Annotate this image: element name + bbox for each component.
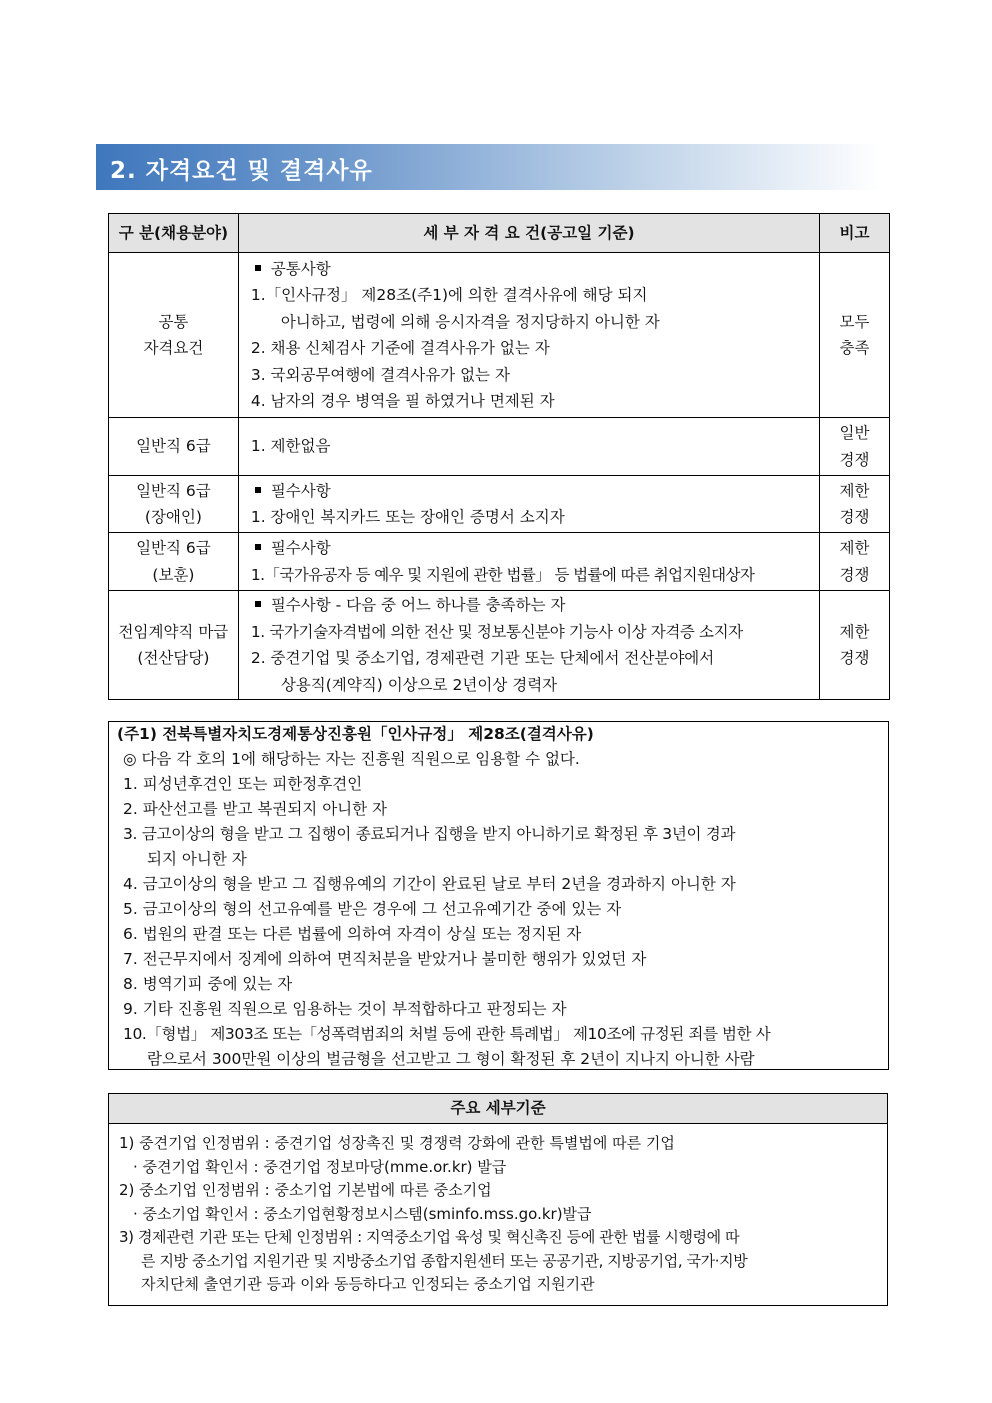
square-bullet-icon bbox=[255, 601, 261, 607]
note-intro: ◎ 다음 각 호의 1에 해당하는 자는 진흥원 직원으로 임용할 수 없다. bbox=[123, 750, 580, 768]
note-line: 되지 아니한 자 bbox=[147, 850, 247, 868]
header-note: 비고 bbox=[820, 214, 890, 253]
row-note: 제한 경쟁 bbox=[820, 476, 890, 533]
row-requirements: 공통사항 1.「인사규정」 제28조(주1)에 의한 결격사유에 해당 되지 아니하고, 법령에 의해 응시자격을 정지당하지 아니한 자 2. 채용 신체검사 기준에 결격사유가 없는 자 3. 국외공무여행에 결격사유가 없는 자 4. 남자의 경우 병역을 필 하였거나 면제된 자 bbox=[238, 253, 819, 418]
row-requirements: 필수사항 - 다음 중 어느 하나를 충족하는 자 1. 국가기술자격법에 의한 전산 및 정보통신분야 기능사 이상 자격증 소지자 2. 중견기업 및 중소기업, 경제관련 기관 또는 단체에서 전산분야에서 상용직(계약직) 이상으로 2년이상 경력자 bbox=[238, 591, 819, 700]
table-row bbox=[109, 533, 890, 591]
note-title: (주1) 전북특별자치도경제통상진흥원「인사규정」 제28조(결격사유) bbox=[117, 725, 594, 743]
note-line: 5. 금고이상의 형의 선고유예를 받은 경우에 그 선고유예기간 중에 있는 자 bbox=[123, 900, 622, 918]
criteria-line: 자치단체 출연기관 등과 이와 동등하다고 인정되는 중소기업 지원기관 bbox=[141, 1275, 595, 1293]
criteria-line: 3) 경제관련 기관 또는 단체 인정범위 : 지역중소기업 육성 및 혁신촉진 등에 관한 법률 시행령에 따 bbox=[119, 1228, 740, 1246]
row-requirements: 1. 제한없음 bbox=[238, 418, 819, 476]
row-note: 제한 경쟁 bbox=[820, 591, 890, 700]
note-line: 9. 기타 진흥원 직원으로 임용하는 것이 부적합하다고 판정되는 자 bbox=[123, 1000, 567, 1018]
section-title: 2. 자격요건 및 결격사유 bbox=[110, 158, 373, 184]
section-banner bbox=[96, 144, 882, 190]
note-line: 3. 금고이상의 형을 받고 그 집행이 종료되거나 집행을 받지 아니하기로 확정된 후 3년이 경과 bbox=[123, 825, 736, 843]
row-category: 공통 자격요건 bbox=[109, 253, 239, 418]
qualification-table bbox=[108, 213, 890, 700]
row-note: 일반 경쟁 bbox=[820, 418, 890, 476]
note-line: 8. 병역기피 중에 있는 자 bbox=[123, 975, 293, 993]
row-requirements: 필수사항 1. 장애인 복지카드 또는 장애인 증명서 소지자 bbox=[238, 476, 819, 533]
table-row bbox=[109, 476, 890, 533]
criteria-box bbox=[108, 1093, 888, 1306]
note-line: 10.「형법」 제303조 또는「성폭력범죄의 처벌 등에 관한 특례법」 제10조에 규정된 죄를 범한 사 bbox=[123, 1025, 771, 1043]
row-note: 제한 경쟁 bbox=[820, 533, 890, 591]
header-category: 구 분(채용분야) bbox=[109, 214, 239, 253]
row-category: 일반직 6급 bbox=[109, 418, 239, 476]
row-note: 모두 충족 bbox=[820, 253, 890, 418]
note-line: 7. 전근무지에서 징계에 의하여 면직처분을 받았거나 불미한 행위가 있었던 자 bbox=[123, 950, 647, 968]
row-category: 일반직 6급 (보훈) bbox=[109, 533, 239, 591]
square-bullet-icon bbox=[255, 487, 261, 493]
criteria-line: · 중소기업 확인서 : 중소기업현황정보시스템(sminfo.mss.go.kr)발급 bbox=[133, 1204, 592, 1223]
header-requirements: 세 부 자 격 요 건(공고일 기준) bbox=[238, 214, 819, 253]
row-category: 전임계약직 마급 (전산담당) bbox=[109, 591, 239, 700]
table-row bbox=[109, 418, 890, 476]
table-header-row bbox=[109, 214, 890, 253]
note-line: 6. 법원의 판결 또는 다른 법률에 의하여 자격이 상실 또는 정지된 자 bbox=[123, 925, 582, 943]
square-bullet-icon bbox=[255, 265, 261, 271]
note-line: 1. 피성년후견인 또는 피한정후견인 bbox=[123, 775, 363, 793]
note-line: 람으로서 300만원 이상의 벌금형을 선고받고 그 형이 확정된 후 2년이 지나지 아니한 사람 bbox=[147, 1050, 755, 1068]
criteria-line: · 중견기업 확인서 : 중견기업 정보마당(mme.or.kr) 발급 bbox=[133, 1157, 507, 1176]
square-bullet-icon bbox=[255, 544, 261, 550]
criteria-title: 주요 세부기준 bbox=[109, 1094, 887, 1124]
criteria-line: 2) 중소기업 인정범위 : 중소기업 기본법에 따른 중소기업 bbox=[119, 1181, 492, 1199]
note-line: 4. 금고이상의 형을 받고 그 집행유예의 기간이 완료된 날로 부터 2년을 경과하지 아니한 자 bbox=[123, 875, 736, 893]
table-row bbox=[109, 591, 890, 700]
row-category: 일반직 6급 (장애인) bbox=[109, 476, 239, 533]
note-line: 2. 파산선고를 받고 복권되지 아니한 자 bbox=[123, 800, 388, 818]
criteria-line: 1) 중견기업 인정범위 : 중견기업 성장촉진 및 경쟁력 강화에 관한 특별법에 따른 기업 bbox=[119, 1134, 675, 1152]
row-requirements: 필수사항 1.「국가유공자 등 예우 및 지원에 관한 법률」 등 법률에 따른 취업지원대상자 bbox=[238, 533, 819, 591]
table-row bbox=[109, 253, 890, 418]
criteria-line: 른 지방 중소기업 지원기관 및 지방중소기업 종합지원센터 또는 공공기관, 지방공기업, 국가·지방 bbox=[141, 1251, 748, 1270]
disqualification-note-box bbox=[108, 721, 889, 1070]
